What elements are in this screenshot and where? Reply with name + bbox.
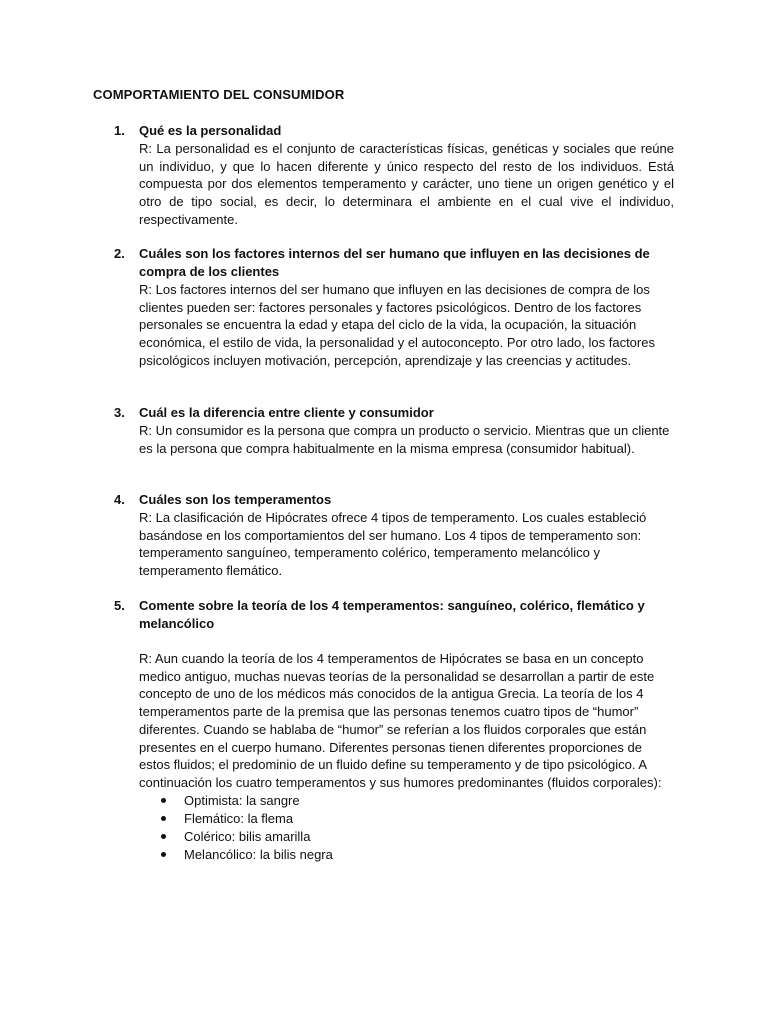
bullet-dot-icon: [161, 834, 166, 839]
list-item: [139, 792, 674, 810]
list-item: [139, 828, 674, 846]
question-answer: R: La clasificación de Hipócrates ofrece 4 tipos de temperamento. Los cuales estableció basándose en los comportamientos del ser humano. Los 4 tipos de temperamento son: temperamento sanguíneo, temperamento colérico, temperamento melancólico y temperamento flemático.: [139, 510, 647, 579]
question-number: 5.: [114, 598, 125, 613]
bullet-dot-icon: [161, 798, 166, 803]
bullet-dot-icon: [161, 852, 166, 857]
question-number: 4.: [114, 492, 125, 507]
question-answer: R: Un consumidor es la persona que compra un producto o servicio. Mientras que un cliente es la persona que compra habitualmente en la misma empresa (consumidor habitual).: [139, 423, 670, 456]
question-answer: R: La personalidad es el conjunto de características físicas, genéticas y sociales que reúne un individuo, y que lo hacen diferente y único respecto del resto de los individuos. Está compuesta por dos elementos temperamento y carácter, uno tiene un origen genético y el otro de tipo social, es decir, lo determinara el ambiente en el cual vive el individuo, respectivamente.: [139, 141, 674, 227]
question-heading: Cuáles son los factores internos del ser humano que influyen en las decisiones de compra de los clientes: [139, 246, 650, 279]
document-title: COMPORTAMIENTO DEL CONSUMIDOR: [93, 87, 345, 102]
list-item-text: Optimista: la sangre: [184, 792, 300, 808]
list-item-text: Flemático: la flema: [184, 810, 294, 826]
question-answer: R: Aun cuando la teoría de los 4 temperamentos de Hipócrates se basa en un concepto medico antiguo, muchas nuevas teorías de la personalidad se desarrollan a partir de este concepto de uno de los médicos más conocidos de la antigua Grecia. La teoría de los 4 temperamentos parte de la premisa que las personas tenemos cuatro tipos de “humor” diferentes. Cuando se hablaba de “humor” se referían a los fluidos corporales que están presentes en el cuerpo humano. Diferentes personas tienen diferentes proporciones de estos fluidos; el predominio de un fluido define su temperamento y de tipo psicológico. A continuación los cuatro temperamentos y sus humores predominantes (fluidos corporales):: [139, 651, 662, 790]
list-item-text: Melancólico: la bilis negra: [184, 846, 333, 862]
question-heading: Comente sobre la teoría de los 4 temperamentos: sanguíneo, colérico, flemático y melancólico: [139, 598, 645, 631]
list-item: [139, 846, 674, 864]
question-heading: Cuáles son los temperamentos: [139, 492, 332, 507]
question-heading: Qué es la personalidad: [139, 123, 282, 138]
list-item-text: Colérico: bilis amarilla: [184, 828, 311, 844]
question-number: 1.: [114, 123, 125, 138]
bullet-dot-icon: [161, 816, 166, 821]
question-answer: R: Los factores internos del ser humano que influyen en las decisiones de compra de los clientes pueden ser: factores personales y factores psicológicos. Dentro de los factores personales se encuentra la edad y etapa del ciclo de la vida, la ocupación, la situación económica, el estilo de vida, la personalidad y el autoconcepto. Por otro lado, los factores psicológicos incluyen motivación, percepción, aprendizaje y las creencias y actitudes.: [139, 282, 655, 368]
question-number: 3.: [114, 405, 125, 420]
spacer: [139, 633, 674, 650]
question-number: 2.: [114, 246, 125, 261]
temperament-list: [139, 792, 674, 864]
list-item: [139, 810, 674, 828]
question-heading: Cuál es la diferencia entre cliente y consumidor: [139, 405, 434, 420]
